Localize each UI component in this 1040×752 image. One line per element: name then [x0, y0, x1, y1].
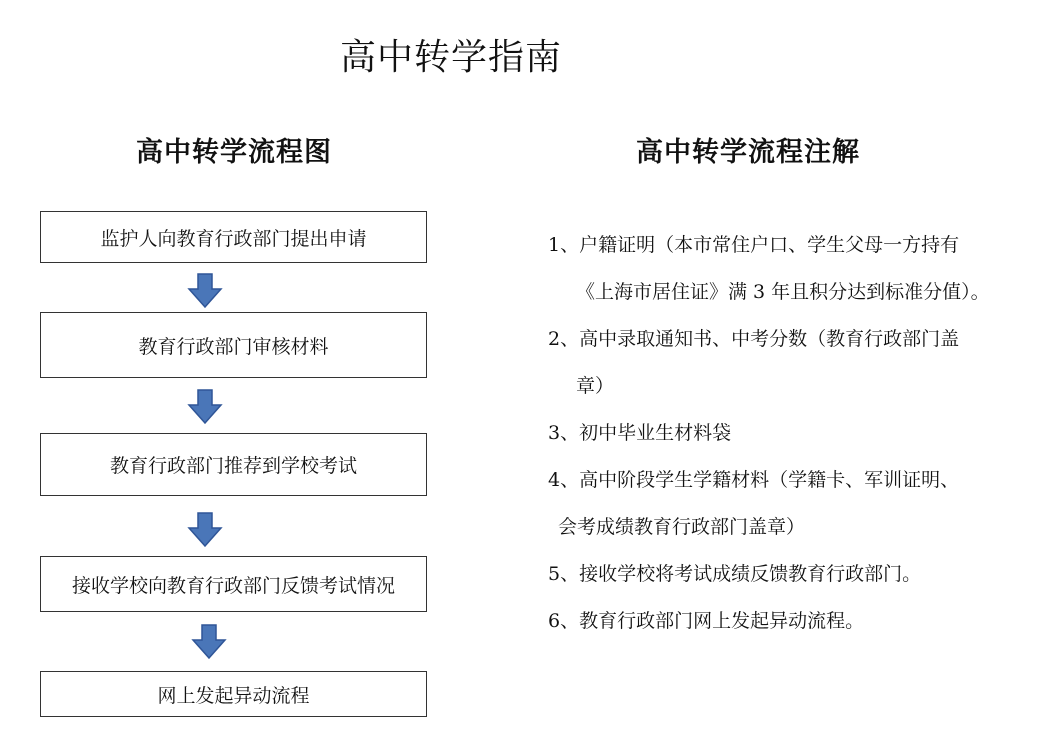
flow-step-2: 教育行政部门审核材料 — [40, 312, 427, 378]
note-line: 会考成绩教育行政部门盖章） — [558, 516, 806, 538]
down-arrow-icon — [187, 389, 223, 425]
down-arrow-icon — [191, 624, 227, 660]
note-line: 章） — [576, 375, 615, 397]
note-line: 2、高中录取通知书、中考分数（教育行政部门盖 — [548, 328, 960, 350]
flow-step-5: 网上发起异动流程 — [40, 671, 427, 717]
note-item-2 — [548, 316, 1018, 410]
notes-list — [548, 222, 1018, 645]
flowchart-title: 高中转学流程图 — [136, 137, 332, 168]
note-line: 1、户籍证明（本市常住户口、学生父母一方持有 — [548, 234, 960, 256]
flow-step-3: 教育行政部门推荐到学校考试 — [40, 433, 427, 496]
note-line: 《上海市居住证》满 3 年且积分达到标准分值）。 — [576, 281, 990, 303]
flow-step-4: 接收学校向教育行政部门反馈考试情况 — [40, 556, 427, 612]
page-title: 高中转学指南 — [340, 37, 563, 78]
note-item-5 — [548, 551, 1018, 598]
note-item-6 — [548, 598, 1018, 645]
note-line: 4、高中阶段学生学籍材料（学籍卡、军训证明、 — [548, 469, 960, 491]
note-item-1 — [548, 222, 1018, 316]
note-line: 5、接收学校将考试成绩反馈教育行政部门。 — [548, 563, 922, 585]
down-arrow-icon — [187, 273, 223, 309]
note-line: 6、教育行政部门网上发起异动流程。 — [548, 610, 865, 632]
notes-title: 高中转学流程注解 — [636, 137, 860, 168]
flow-step-1: 监护人向教育行政部门提出申请 — [40, 211, 427, 263]
note-item-4 — [548, 457, 1018, 551]
note-line: 3、初中毕业生材料袋 — [548, 422, 732, 444]
down-arrow-icon — [187, 512, 223, 548]
note-item-3 — [548, 410, 1018, 457]
